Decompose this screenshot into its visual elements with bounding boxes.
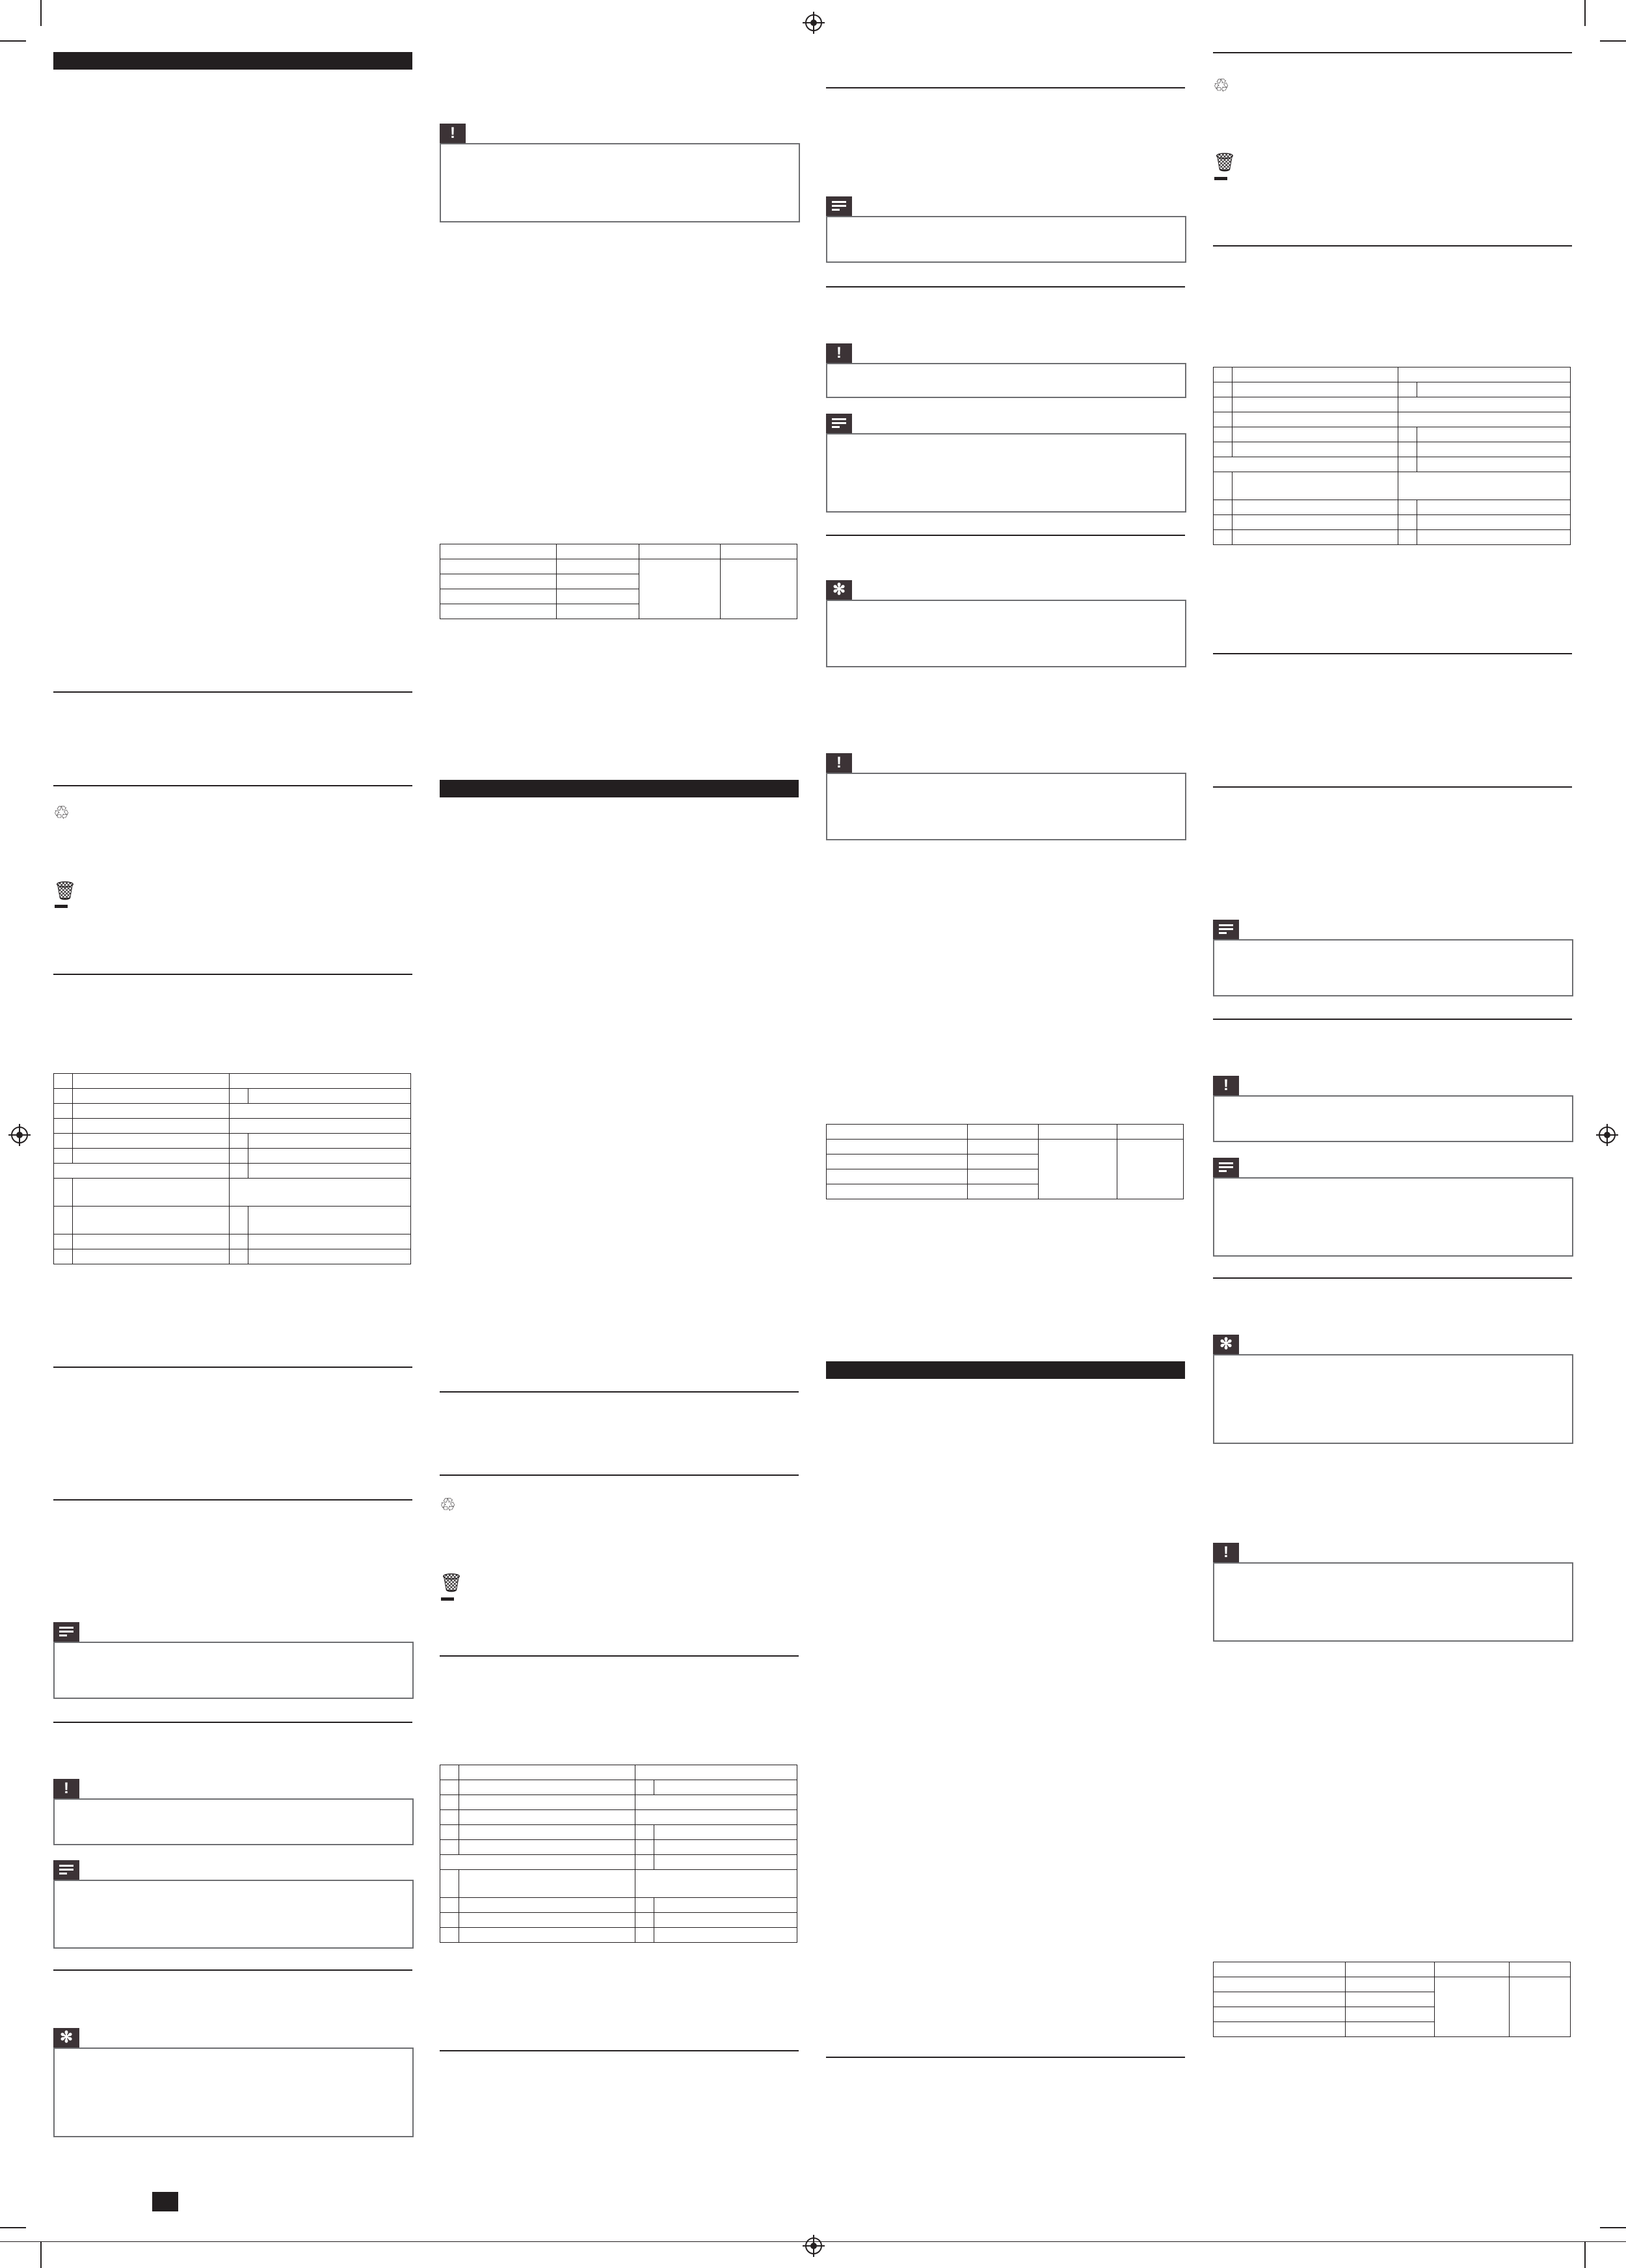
crop-mark	[1600, 2227, 1626, 2228]
caution-icon: !	[53, 1779, 79, 1798]
section-rule	[440, 2050, 799, 2051]
section-rule	[53, 691, 412, 693]
caution-icon: !	[826, 753, 852, 773]
section-rule	[440, 1474, 799, 1476]
section-rule	[53, 974, 412, 975]
crop-mark	[40, 2242, 42, 2268]
caution-icon: !	[1213, 1543, 1239, 1562]
section-rule	[53, 1367, 412, 1368]
section-header-bar	[826, 1361, 1185, 1379]
section-rule	[1213, 1019, 1572, 1020]
note-icon	[826, 196, 852, 216]
spec-table	[440, 1765, 797, 1943]
caution-box	[53, 1798, 414, 1845]
note-icon	[1213, 920, 1239, 939]
section-rule	[1213, 786, 1572, 788]
crop-mark	[0, 40, 26, 42]
section-header-bar	[53, 52, 412, 70]
caution-box	[440, 143, 800, 222]
weee-bar	[55, 905, 68, 908]
spec-table	[826, 1124, 1184, 1199]
crop-mark	[1600, 40, 1626, 42]
recycle-icon: ♲	[53, 803, 70, 823]
section-rule	[826, 286, 1185, 287]
spec-table	[440, 544, 797, 619]
caution-icon: !	[826, 343, 852, 363]
spec-table	[1213, 367, 1571, 545]
recycle-icon: ♲	[1213, 75, 1230, 96]
note-box	[1213, 1177, 1573, 1257]
spec-table	[53, 1073, 411, 1264]
caution-icon: !	[440, 124, 466, 143]
weee-bin-icon: 🗑	[440, 1573, 463, 1593]
note-box	[826, 433, 1186, 513]
note-box	[53, 1880, 414, 1949]
column-2	[440, 0, 799, 2268]
registration-mark	[1599, 1127, 1616, 1143]
crop-mark	[1584, 0, 1586, 26]
tip-box	[1213, 1354, 1573, 1444]
section-rule	[53, 1722, 412, 1723]
weee-bin-icon: 🗑	[1213, 152, 1236, 172]
note-icon	[1213, 1158, 1239, 1177]
note-box	[53, 1642, 414, 1699]
weee-bin-icon: 🗑	[53, 881, 77, 901]
recycle-icon: ♲	[440, 1495, 457, 1515]
spec-table	[1213, 1962, 1571, 2037]
section-rule	[440, 1655, 799, 1657]
section-rule	[826, 535, 1185, 536]
note-box	[1213, 939, 1573, 996]
registration-mark	[805, 2237, 822, 2254]
note-icon	[53, 1622, 79, 1642]
section-rule	[1213, 653, 1572, 654]
registration-mark	[11, 1127, 28, 1143]
section-rule	[826, 87, 1185, 88]
caution-icon: !	[1213, 1076, 1239, 1095]
tip-icon: ✻	[53, 2028, 79, 2048]
caution-box	[826, 773, 1186, 840]
weee-bar	[441, 1597, 454, 1601]
tip-icon: ✻	[1213, 1335, 1239, 1354]
tip-box	[53, 2048, 414, 2137]
column-3	[826, 0, 1185, 2268]
section-rule	[826, 2057, 1185, 2058]
column-4	[1213, 0, 1572, 2268]
column-1	[53, 0, 412, 2268]
section-rule	[440, 1391, 799, 1393]
note-icon	[826, 414, 852, 433]
section-rule	[53, 1969, 412, 1971]
section-header-bar	[440, 780, 799, 797]
section-rule	[53, 1499, 412, 1501]
section-rule	[1213, 52, 1572, 53]
section-rule	[1213, 245, 1572, 247]
tip-icon: ✻	[826, 580, 852, 600]
caution-box	[1213, 1095, 1573, 1142]
section-rule	[53, 785, 412, 786]
weee-bar	[1214, 177, 1227, 180]
section-rule	[1213, 1277, 1572, 1279]
note-icon	[53, 1860, 79, 1880]
caution-box	[826, 363, 1186, 398]
tip-box	[826, 600, 1186, 667]
crop-mark	[40, 0, 42, 26]
note-box	[826, 216, 1186, 263]
caution-box	[1213, 1562, 1573, 1642]
crop-mark	[1584, 2242, 1586, 2268]
crop-mark	[0, 2227, 26, 2228]
registration-mark	[805, 14, 822, 31]
page-number-box	[152, 2192, 178, 2211]
